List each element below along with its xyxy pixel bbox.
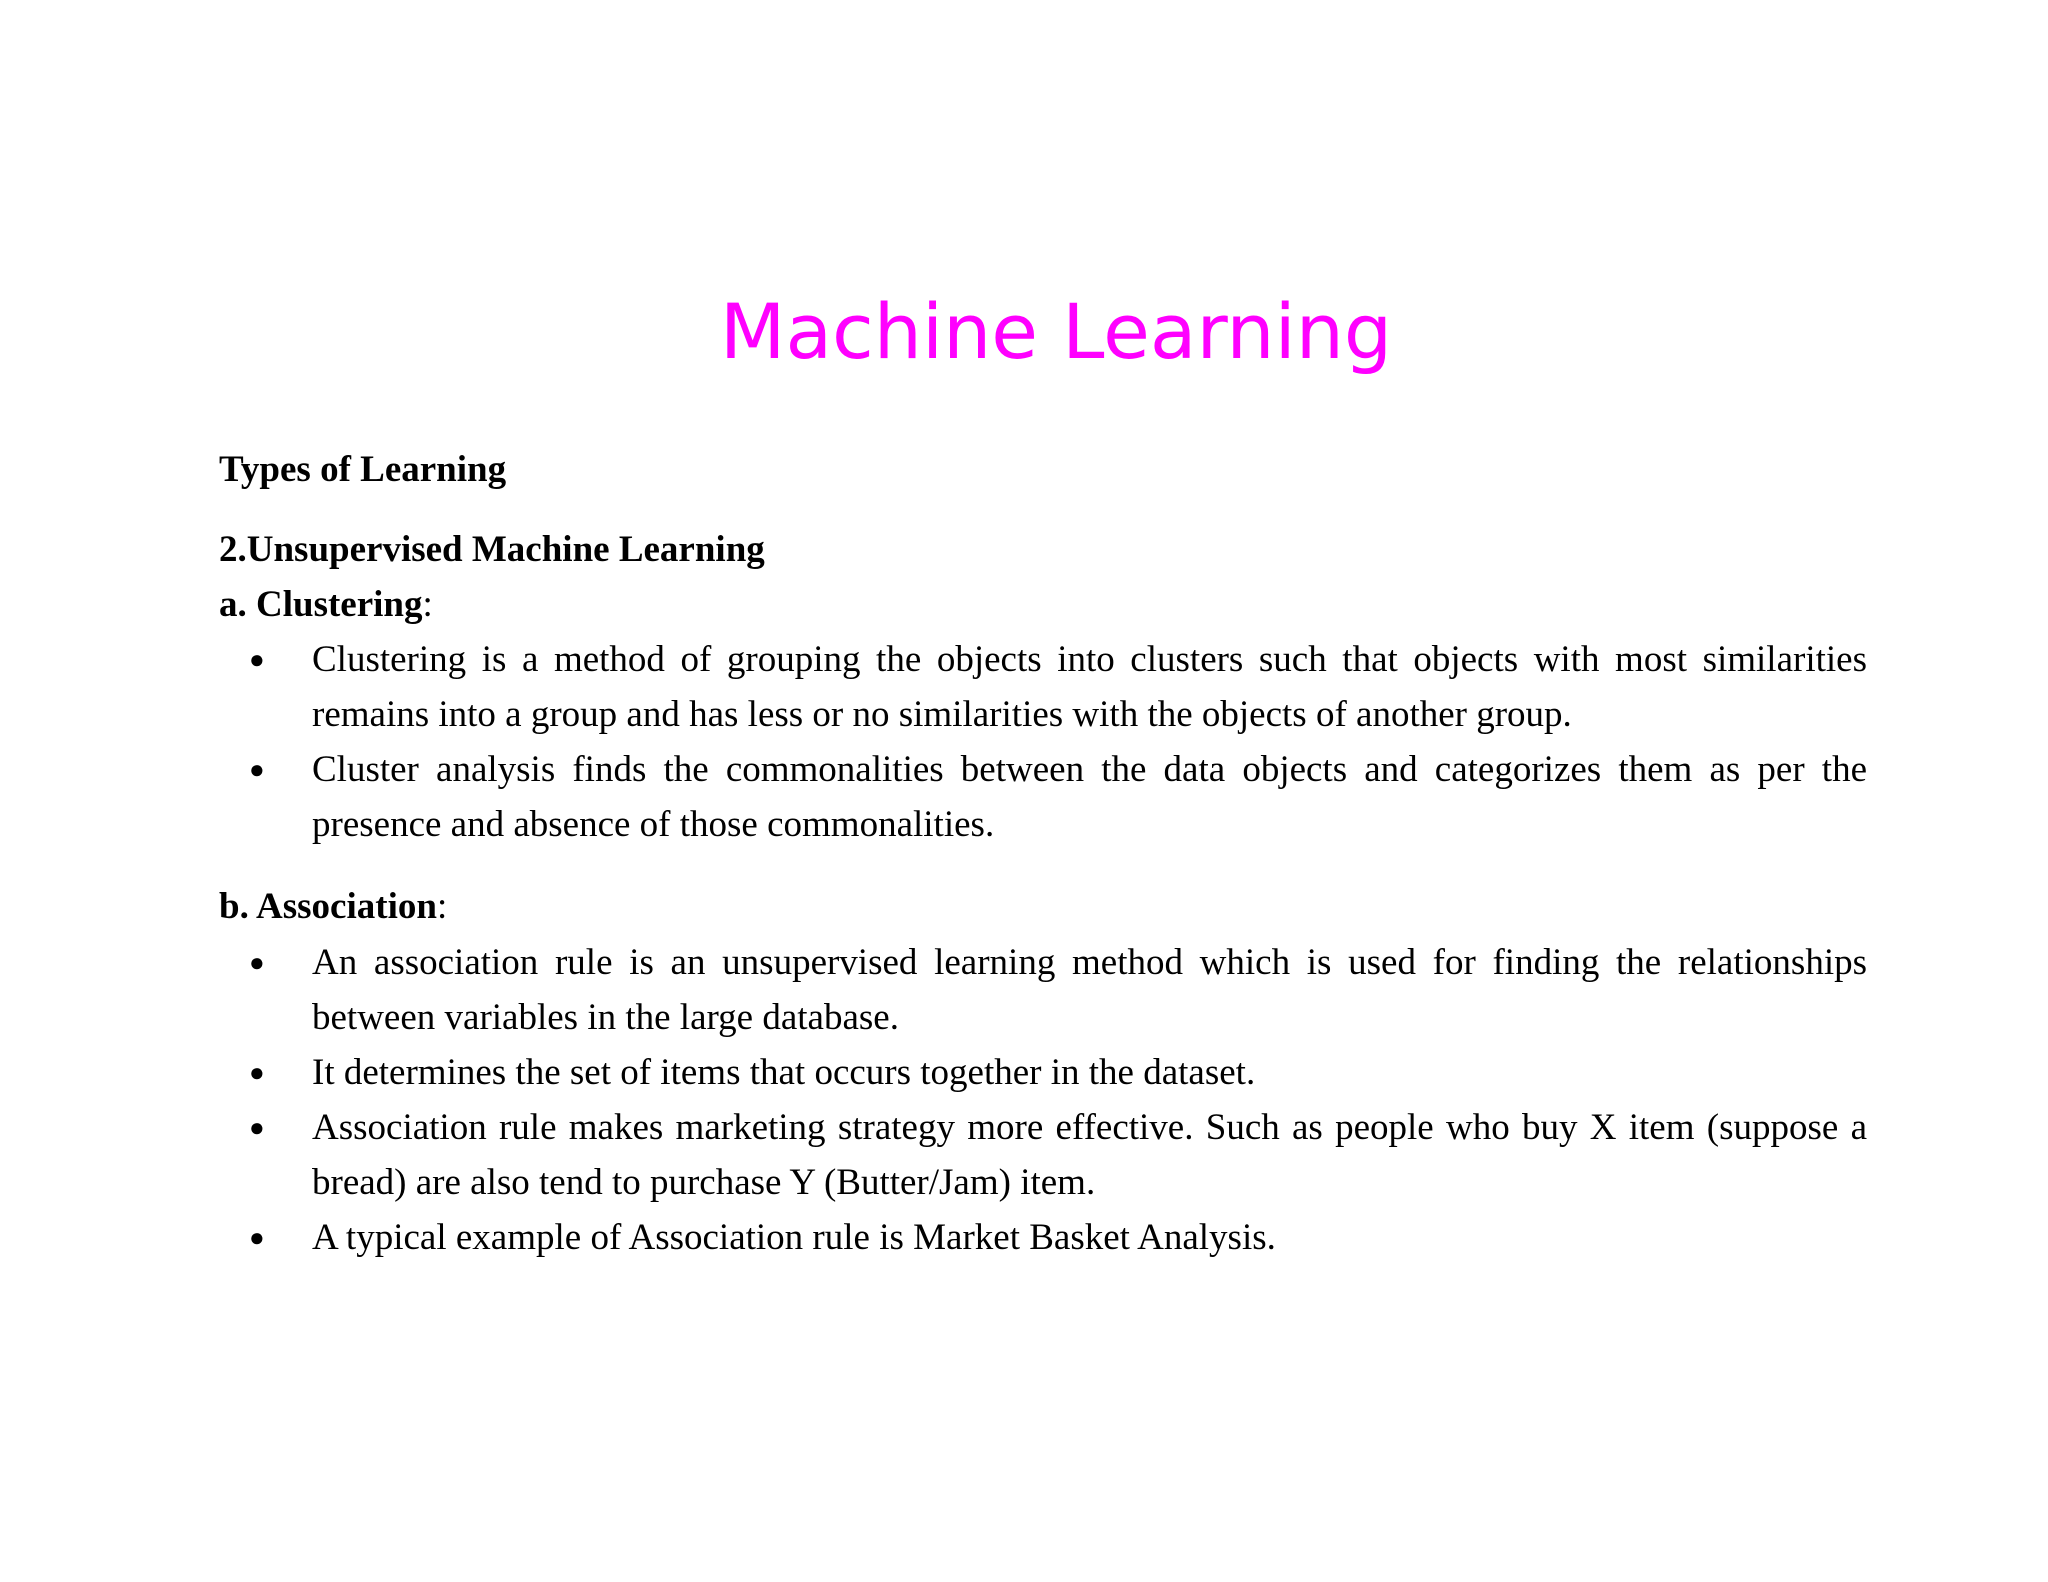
list-item xyxy=(219,1100,1867,1210)
list-item xyxy=(219,1210,1867,1265)
bullet-icon: ● xyxy=(249,755,265,784)
bullet-icon: ● xyxy=(249,645,265,674)
list-item xyxy=(219,632,1867,742)
bullet-text: It determines the set of items that occurs together in the dataset. xyxy=(312,1052,1256,1093)
clustering-heading xyxy=(219,583,433,627)
subsection-heading: 2.Unsupervised Machine Learning xyxy=(219,529,765,570)
list-item xyxy=(219,742,1867,852)
bullet-text: A typical example of Association rule is Market Basket Analysis. xyxy=(312,1217,1276,1258)
bullet-text: Clustering is a method of grouping the objects into clusters such that objects with most similarities remains into a group and has less or no similarities with the objects of another group. xyxy=(312,639,1867,735)
bullet-text: Association rule makes marketing strategy more effective. Such as people who buy X item (suppose a bread) are also tend to purchase Y (Butter/Jam) item. xyxy=(312,1107,1867,1203)
bullet-icon: ● xyxy=(249,1113,265,1142)
clustering-bullet-list xyxy=(219,632,1867,852)
association-heading-text: b. Association xyxy=(219,886,437,927)
bullet-icon: ● xyxy=(249,948,265,977)
bullet-icon: ● xyxy=(249,1058,265,1087)
association-heading-colon: : xyxy=(436,886,448,927)
clustering-heading-colon: : xyxy=(422,584,433,625)
page-title: Machine Learning xyxy=(719,287,1393,376)
clustering-heading-text: a. Clustering xyxy=(219,584,423,625)
association-heading xyxy=(219,885,447,929)
bullet-text: Cluster analysis finds the commonalities between the data objects and categorizes them as per the presence and absence of those commonalities. xyxy=(312,749,1867,845)
bullet-text: An association rule is an unsupervised learning method which is used for finding the relationships between variables in the large database. xyxy=(312,942,1867,1038)
association-bullet-list xyxy=(219,935,1867,1265)
bullet-icon: ● xyxy=(249,1223,265,1252)
section-heading: Types of Learning xyxy=(219,449,507,490)
list-item xyxy=(219,935,1867,1045)
list-item xyxy=(219,1045,1867,1100)
